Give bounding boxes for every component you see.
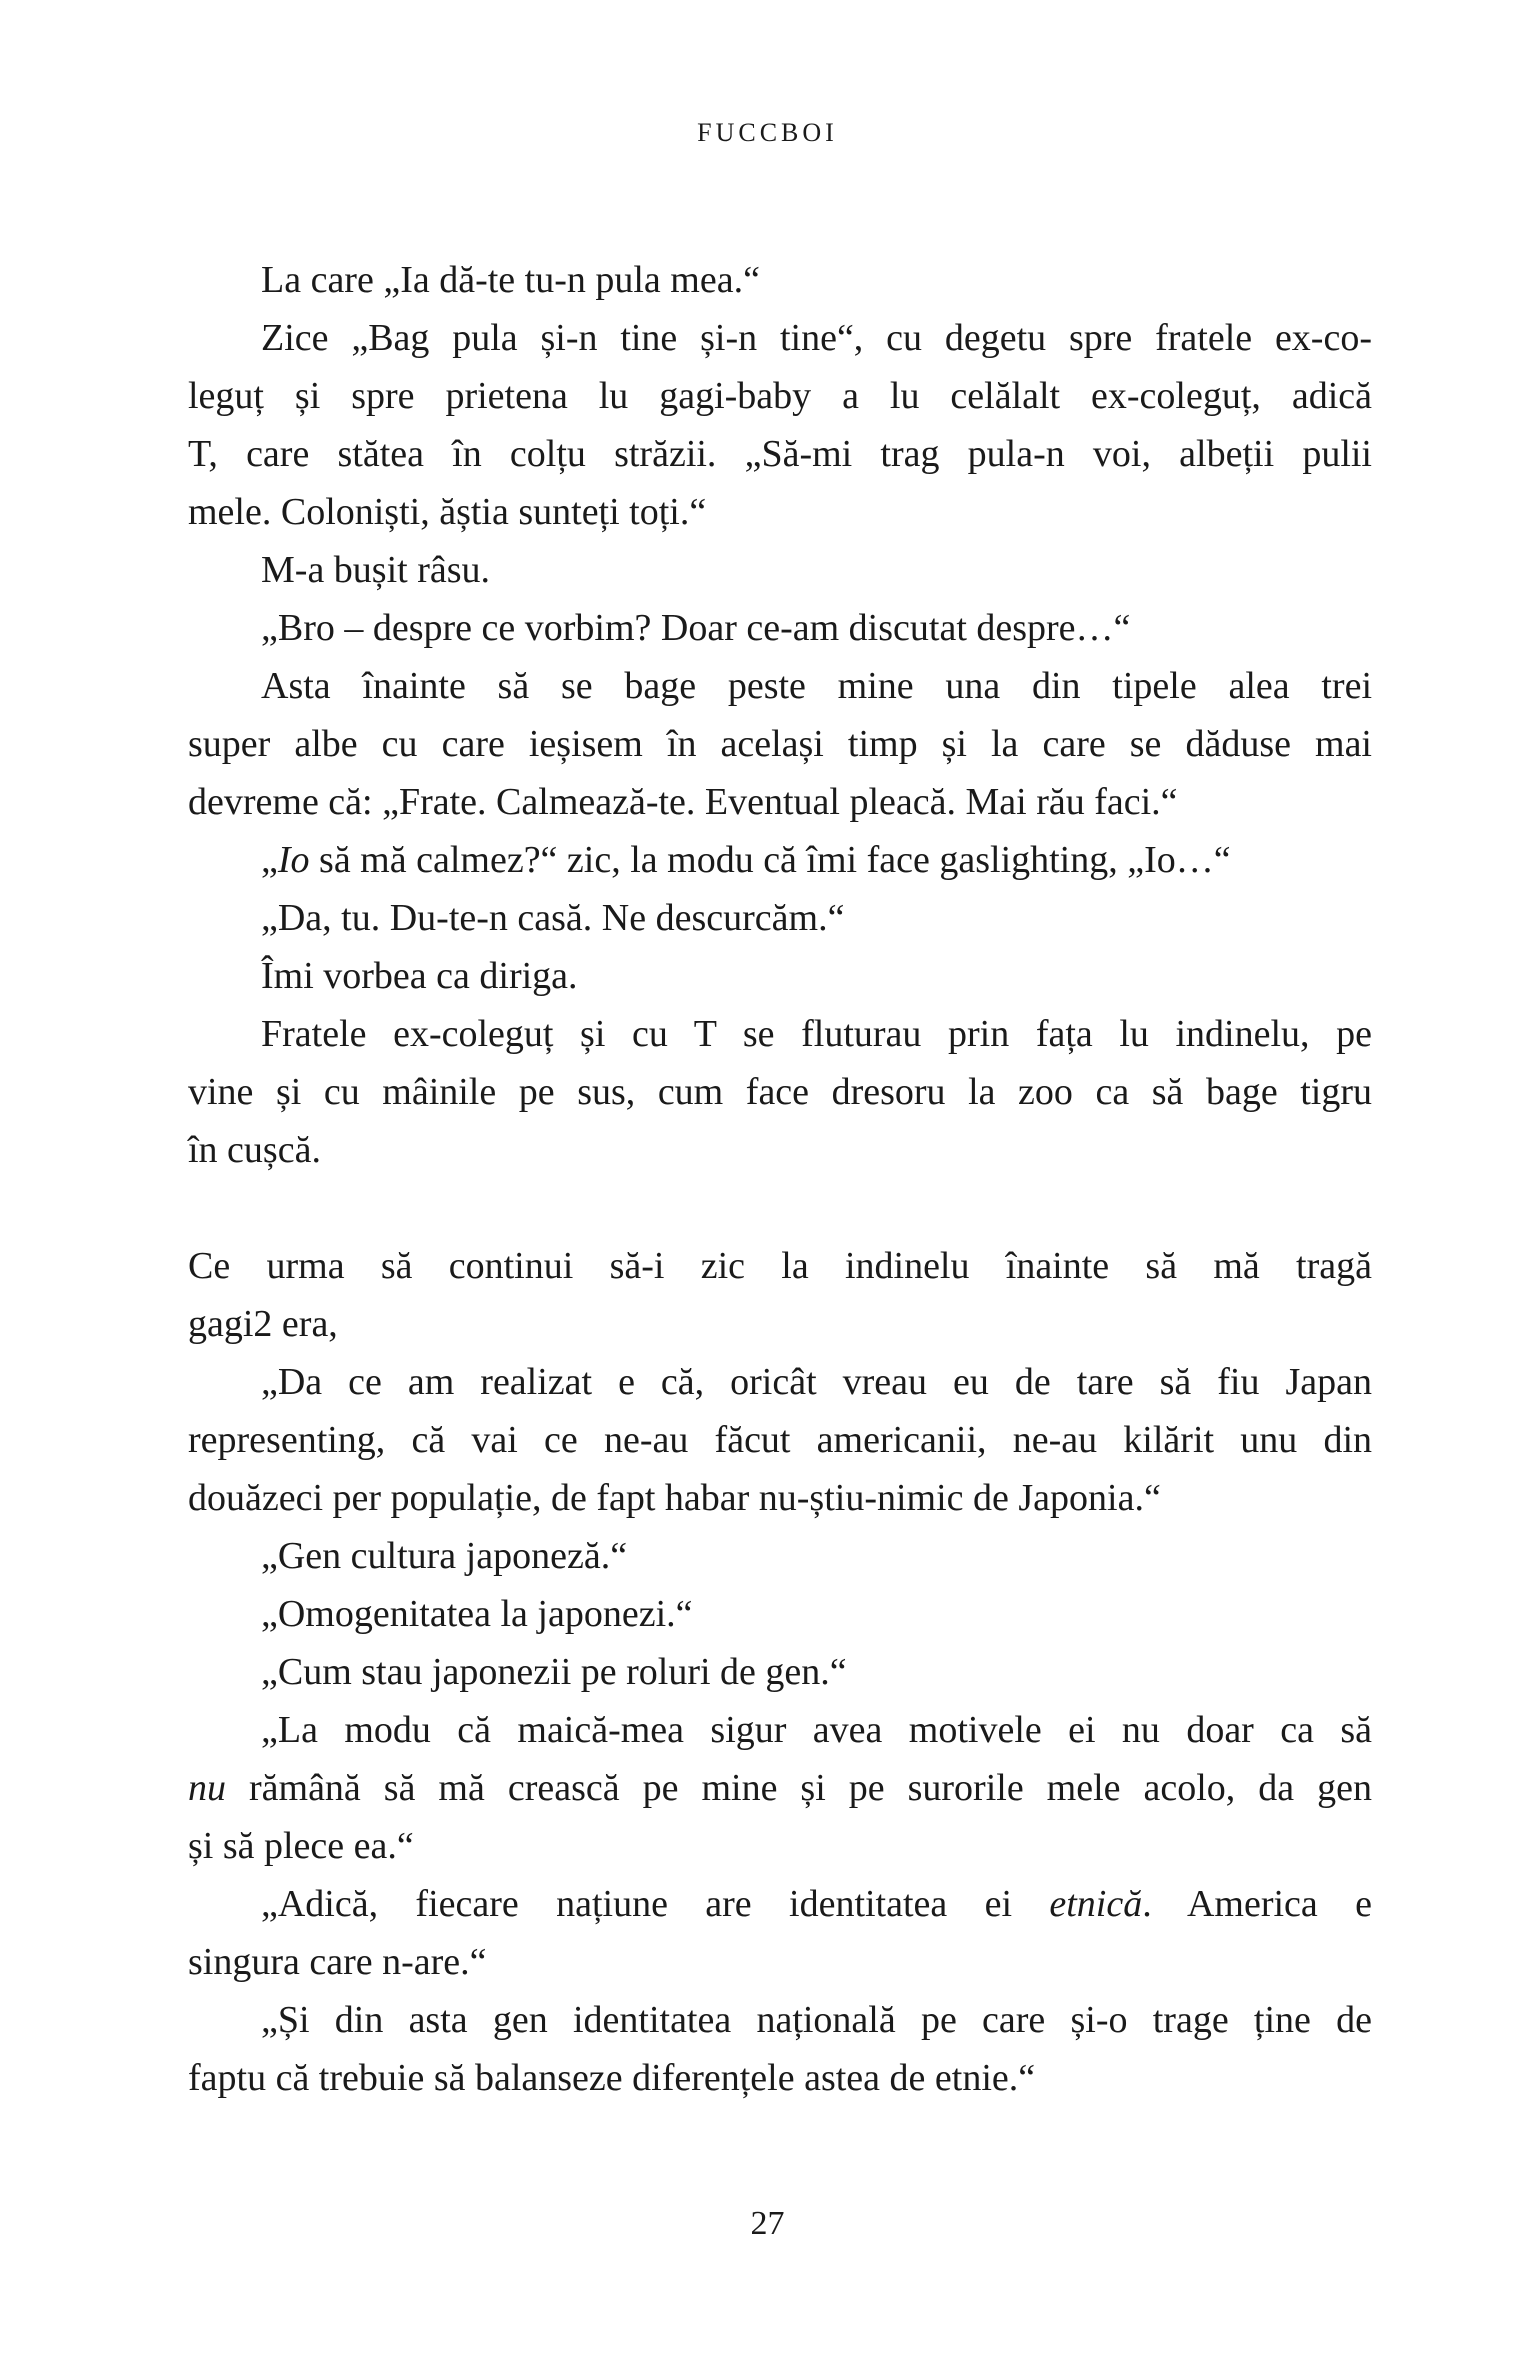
text-segment: „Da ce am realizat e că, oricât vreau eu de tare să fiu Japan: [261, 1361, 1372, 1403]
text-segment: Zice „Bag pula și-n tine și-n tine“, cu degetu spre fratele ex-co-: [261, 317, 1372, 359]
text-line: [188, 1759, 1372, 1817]
text-segment: Asta înainte să se bage peste mine una din tipele alea trei: [261, 665, 1372, 707]
text-line: [188, 2049, 1372, 2107]
text-segment: Ce urma să continui să-i zic la indinelu înainte să mă tragă: [188, 1245, 1372, 1287]
text-line: [188, 1005, 1372, 1063]
text-segment: Fratele ex-coleguț și cu T se fluturau prin fața lu indinelu, pe: [261, 1013, 1372, 1055]
text-segment: Îmi vorbea ca diriga.: [261, 955, 578, 997]
text-segment: „Da, tu. Du-te-n casă. Ne descurcăm.“: [261, 897, 845, 939]
text-segment: representing, că vai ce ne-au făcut americanii, ne-au kilărit unu din: [188, 1419, 1372, 1461]
text-segment: „La modu că maică-mea sigur avea motivele ei nu doar ca să: [261, 1709, 1372, 1751]
text-segment: douăzeci per populație, de fapt habar nu-știu-nimic de Japonia.“: [188, 1477, 1161, 1519]
text-segment: rămână să mă crească pe mine și pe surorile mele acolo, da gen: [226, 1767, 1372, 1809]
text-segment: „Bro – despre ce vorbim? Doar ce-am discutat despre…“: [261, 607, 1131, 649]
text-segment: „Gen cultura japoneză.“: [261, 1535, 628, 1577]
text-line: [188, 1411, 1372, 1469]
text-segment: . America e: [1142, 1883, 1372, 1925]
text-segment: mele. Coloniști, ăștia sunteți toți.“: [188, 491, 707, 533]
text-segment: „Și din asta gen identitatea națională pe care și-o trage ține de: [261, 1999, 1372, 2041]
text-line: [188, 1585, 1372, 1643]
text-line: [188, 251, 1372, 309]
text-segment: în cușcă.: [188, 1129, 321, 1171]
text-segment: devreme că: „Frate. Calmează-te. Eventual pleacă. Mai rău faci.“: [188, 781, 1178, 823]
italic-text: Io: [277, 839, 310, 881]
text-segment: super albe cu care ieșisem în același timp și la care se dăduse mai: [188, 723, 1372, 765]
text-line: [188, 1237, 1372, 1295]
text-line: [188, 715, 1372, 773]
text-line: [188, 1701, 1372, 1759]
text-line: [188, 541, 1372, 599]
body-text: [188, 251, 1372, 2107]
text-segment: T, care stătea în colțu străzii. „Să-mi trag pula-n voi, albeții pulii: [188, 433, 1372, 475]
text-line: [188, 1643, 1372, 1701]
text-line: [188, 1527, 1372, 1585]
text-segment: „: [261, 839, 278, 881]
text-line: [188, 947, 1372, 1005]
text-segment: M-a bușit râsu.: [261, 549, 491, 591]
text-line: [188, 831, 1372, 889]
paragraph-break: [188, 1179, 1372, 1237]
text-segment: gagi2 era,: [188, 1303, 338, 1345]
running-header: FUCCBOI: [697, 118, 838, 147]
text-segment: singura care n-are.“: [188, 1941, 487, 1983]
text-line: [188, 1353, 1372, 1411]
text-segment: La care „Ia dă-te tu-n pula mea.“: [261, 259, 760, 301]
text-segment: „Omogenitatea la japonezi.“: [261, 1593, 693, 1635]
page-number: 27: [750, 2205, 785, 2242]
italic-text: etnică: [1049, 1883, 1143, 1925]
text-line: [188, 889, 1372, 947]
text-segment: leguț și spre prietena lu gagi-baby a lu celălalt ex-coleguț, adică: [188, 375, 1372, 417]
text-line: [188, 483, 1372, 541]
text-line: [188, 1991, 1372, 2049]
text-segment: și să plece ea.“: [188, 1825, 414, 1867]
text-line: [188, 1469, 1372, 1527]
text-line: [188, 1933, 1372, 1991]
text-segment: „Cum stau japonezii pe roluri de gen.“: [261, 1651, 847, 1693]
text-line: [188, 1295, 1372, 1353]
text-line: [188, 367, 1372, 425]
italic-text: nu: [188, 1767, 226, 1809]
text-line: [188, 1817, 1372, 1875]
text-segment: faptu că trebuie să balanseze diferențele astea de etnie.“: [188, 2057, 1036, 2099]
text-line: [188, 309, 1372, 367]
text-line: [188, 599, 1372, 657]
text-line: [188, 657, 1372, 715]
text-segment: să mă calmez?“ zic, la modu că îmi face gaslighting, „Io…“: [309, 839, 1231, 881]
text-line: [188, 425, 1372, 483]
text-line: [188, 1121, 1372, 1179]
text-line: [188, 1875, 1372, 1933]
text-line: [188, 1063, 1372, 1121]
text-segment: „Adică, fiecare națiune are identitatea ei: [261, 1883, 1050, 1925]
text-line: [188, 773, 1372, 831]
text-segment: vine și cu mâinile pe sus, cum face dresoru la zoo ca să bage tigru: [188, 1071, 1372, 1113]
